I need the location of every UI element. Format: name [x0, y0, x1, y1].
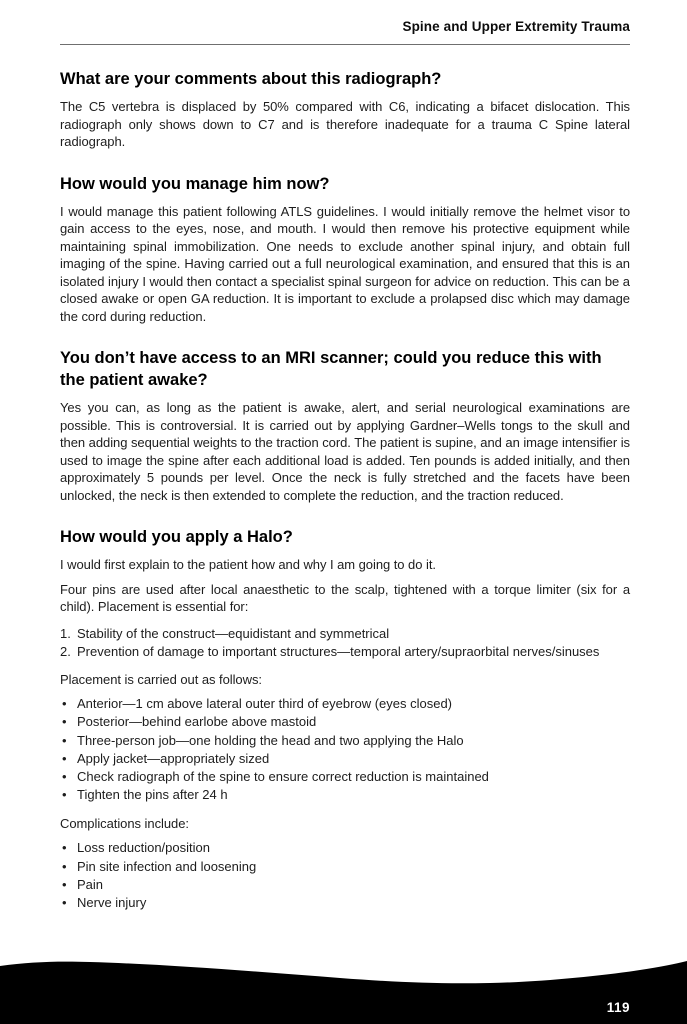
- header-rule: [60, 44, 630, 45]
- footer-wave-band: [0, 940, 687, 1024]
- list-item: • Nerve injury: [60, 894, 630, 912]
- list-item: • Anterior—1 cm above lateral outer third of eyebrow (eyes closed): [60, 695, 630, 713]
- list-item: • Three-person job—one holding the head and two applying the Halo: [60, 732, 630, 750]
- section-heading: You don’t have access to an MRI scanner; could you reduce this with the patient awake?: [60, 349, 602, 389]
- section-radiograph-comments: [60, 68, 630, 151]
- page-number: 119: [606, 1000, 630, 1015]
- footer-wave-shape: [0, 940, 687, 1024]
- section-paragraph: The C5 vertebra is displaced by 50% compared with C6, indicating a bifacet dislocation. This radiograph only shows down to C7 and is therefore inadequate for a trauma C Spine lateral radiograph.: [60, 99, 630, 149]
- list-item: • Pin site infection and loosening: [60, 858, 630, 876]
- section-halo-application: [60, 526, 630, 912]
- list-item: • Loss reduction/position: [60, 839, 630, 857]
- footer-wave-path: [0, 961, 687, 1024]
- list-item: • Posterior—behind earlobe above mastoid: [60, 713, 630, 731]
- section-heading: How would you manage him now?: [60, 174, 330, 193]
- section-management: [60, 173, 630, 326]
- list-item: • Tighten the pins after 24 h: [60, 786, 630, 804]
- section-no-mri-reduction: [60, 347, 630, 504]
- placement-steps-list: [60, 695, 630, 805]
- section-heading: What are your comments about this radiograph?: [60, 70, 442, 88]
- list-item: • Apply jacket—appropriately sized: [60, 750, 630, 768]
- list-item: • Check radiograph of the spine to ensure correct reduction is maintained: [60, 768, 630, 786]
- placement-lead-paragraph: Placement is carried out as follows:: [60, 671, 262, 687]
- halo-intro-paragraph: I would first explain to the patient how and why I am going to do it.: [60, 557, 436, 572]
- complications-lead-paragraph: Complications include:: [60, 815, 189, 831]
- list-item: • Pain: [60, 876, 630, 894]
- halo-pins-paragraph: Four pins are used after local anaesthetic to the scalp, tightened with a torque limiter (six for a child). Placement is essential for:: [60, 581, 630, 614]
- list-item: Stability of the construct—equidistant and symmetrical: [77, 625, 390, 641]
- list-item: Prevention of damage to important structures—temporal artery/supraorbital nerves/sinuses: [77, 643, 600, 659]
- section-paragraph: I would manage this patient following ATLS guidelines. I would initially remove the helmet visor to gain access to the eyes, nose, and mouth. I would then remove his protective equipment while maintaining spinal immobilization. One needs to exclude another spinal injury, and obtain full imaging of the spine. Having carried out a full neurological examination, and ensured that this is an isolated injury I would then contact a specialist spinal surgeon for advice on reduction. This can be a closed awake or open GA reduction. It is important to exclude a prolapsed disc which may damage the cord during reduction.: [60, 203, 630, 324]
- running-header-title: Spine and Upper Extremity Trauma: [402, 19, 630, 34]
- section-heading: How would you apply a Halo?: [60, 528, 293, 546]
- complications-list: [60, 839, 630, 912]
- section-paragraph: Yes you can, as long as the patient is awake, alert, and serial neurological examinations are possible. This is controversial. It is carried out by applying Gardner–Wells tongs to the skull and then adding sequential weights to the traction cord. The patient is supine, and an image intensifier is used to image the spine after each additional load is added. Ten pounds is added initially, and then approximately 5 pounds per level. Once the neck is fully stretched and the facets have been unlocked, the neck is then extended to complete the reduction, and the traction reduced.: [60, 400, 630, 503]
- placement-purpose-list: [60, 625, 630, 661]
